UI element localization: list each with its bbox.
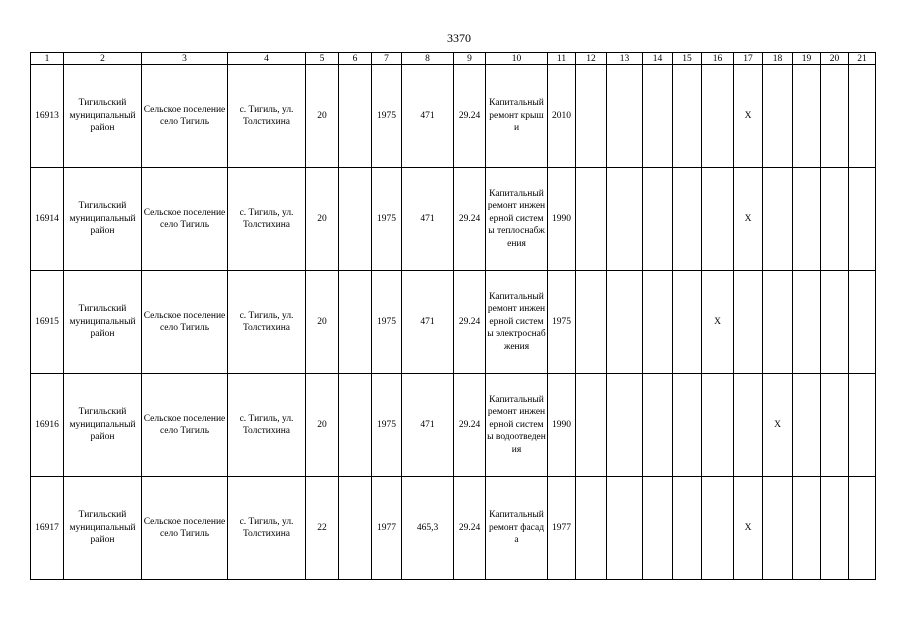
header-cell: 1 bbox=[31, 53, 64, 65]
record-id: 16916 bbox=[35, 419, 59, 430]
col17-cell bbox=[734, 271, 763, 374]
col7-cell: 1975 bbox=[372, 65, 402, 168]
record-id-cell bbox=[31, 168, 64, 271]
header-cell: 12 bbox=[576, 53, 607, 65]
address: с. Тигиль, ул. Толстихина bbox=[239, 310, 294, 333]
header-cell: 17 bbox=[734, 53, 763, 65]
col15-cell bbox=[673, 271, 702, 374]
page-number: 3370 bbox=[447, 31, 471, 45]
col18-cell bbox=[763, 271, 793, 374]
header-cell: 21 bbox=[849, 53, 876, 65]
col7-cell: 1975 bbox=[372, 168, 402, 271]
col9-cell: 29.24 bbox=[454, 271, 486, 374]
col12-cell bbox=[576, 168, 607, 271]
col5-cell: 22 bbox=[306, 477, 339, 580]
col16-cell bbox=[702, 65, 734, 168]
col7-cell: 1975 bbox=[372, 271, 402, 374]
col8-cell: 471 bbox=[402, 271, 454, 374]
col13-cell bbox=[607, 374, 643, 477]
col20-cell bbox=[821, 168, 849, 271]
col21-cell bbox=[849, 168, 876, 271]
work-type: Капитальный ремонт инженерной системы электроснабжения bbox=[487, 291, 546, 352]
settlement: Сельское поселение село Тигиль bbox=[143, 516, 226, 539]
header-cell: 18 bbox=[763, 53, 793, 65]
col21-cell bbox=[849, 374, 876, 477]
record-id-cell bbox=[31, 477, 64, 580]
col21-cell bbox=[849, 65, 876, 168]
district: Тигильский муниципальный район bbox=[69, 304, 136, 340]
settlement: Сельское поселение село Тигиль bbox=[143, 104, 226, 127]
col8-cell: 471 bbox=[402, 374, 454, 477]
record-id-cell bbox=[31, 374, 64, 477]
col5-cell: 20 bbox=[306, 65, 339, 168]
col6-cell bbox=[339, 374, 372, 477]
table-row bbox=[31, 374, 876, 477]
address-cell bbox=[228, 477, 306, 580]
col17-cell: X bbox=[734, 168, 763, 271]
col20-cell bbox=[821, 65, 849, 168]
col7-cell: 1977 bbox=[372, 477, 402, 580]
col6-cell bbox=[339, 477, 372, 580]
header-cell: 10 bbox=[486, 53, 548, 65]
record-id: 16914 bbox=[35, 213, 59, 224]
table-row bbox=[31, 65, 876, 168]
district-cell bbox=[64, 271, 142, 374]
col5-cell: 20 bbox=[306, 168, 339, 271]
record-id: 16917 bbox=[35, 522, 59, 533]
table-row bbox=[31, 271, 876, 374]
col5-cell: 20 bbox=[306, 271, 339, 374]
col14-cell bbox=[643, 477, 673, 580]
col19-cell bbox=[793, 477, 821, 580]
col12-cell bbox=[576, 477, 607, 580]
header-cell: 2 bbox=[64, 53, 142, 65]
district: Тигильский муниципальный район bbox=[69, 510, 136, 546]
record-id-cell bbox=[31, 65, 64, 168]
work-type: Капитальный ремонт инженерной системы теплоснабжения bbox=[487, 188, 546, 249]
record-id-cell bbox=[31, 271, 64, 374]
col6-cell bbox=[339, 271, 372, 374]
col16-cell bbox=[702, 374, 734, 477]
header-cell: 14 bbox=[643, 53, 673, 65]
col15-cell bbox=[673, 168, 702, 271]
col19-cell bbox=[793, 168, 821, 271]
work-type-cell bbox=[486, 168, 548, 271]
address: с. Тигиль, ул. Толстихина bbox=[239, 104, 294, 127]
col14-cell bbox=[643, 374, 673, 477]
address: с. Тигиль, ул. Толстихина bbox=[239, 516, 294, 539]
col12-cell bbox=[576, 271, 607, 374]
col7-cell: 1975 bbox=[372, 374, 402, 477]
col13-cell bbox=[607, 168, 643, 271]
col13-cell bbox=[607, 65, 643, 168]
col20-cell bbox=[821, 374, 849, 477]
col11-cell: 1975 bbox=[548, 271, 576, 374]
col19-cell bbox=[793, 374, 821, 477]
district: Тигильский муниципальный район bbox=[69, 407, 136, 443]
col11-cell: 1990 bbox=[548, 168, 576, 271]
header-cell: 5 bbox=[306, 53, 339, 65]
address: с. Тигиль, ул. Толстихина bbox=[239, 207, 294, 230]
col8-cell: 465,3 bbox=[402, 477, 454, 580]
district-cell bbox=[64, 374, 142, 477]
district: Тигильский муниципальный район bbox=[69, 98, 136, 134]
col11-cell: 1990 bbox=[548, 374, 576, 477]
header-cell: 16 bbox=[702, 53, 734, 65]
col12-cell bbox=[576, 374, 607, 477]
header-cell: 7 bbox=[372, 53, 402, 65]
work-type: Капитальный ремонт крыши bbox=[489, 98, 544, 134]
col16-cell: X bbox=[702, 271, 734, 374]
district-cell bbox=[64, 65, 142, 168]
address-cell bbox=[228, 271, 306, 374]
col20-cell bbox=[821, 477, 849, 580]
settlement-cell bbox=[142, 65, 228, 168]
col9-cell: 29.24 bbox=[454, 65, 486, 168]
col19-cell bbox=[793, 271, 821, 374]
address-cell bbox=[228, 168, 306, 271]
col13-cell bbox=[607, 271, 643, 374]
col8-cell: 471 bbox=[402, 168, 454, 271]
work-type-cell bbox=[486, 374, 548, 477]
col19-cell bbox=[793, 65, 821, 168]
work-type: Капитальный ремонт фасада bbox=[488, 510, 545, 546]
col18-cell bbox=[763, 477, 793, 580]
header-cell: 3 bbox=[142, 53, 228, 65]
col16-cell bbox=[702, 477, 734, 580]
col5-cell: 20 bbox=[306, 374, 339, 477]
work-type-cell bbox=[486, 271, 548, 374]
settlement-cell bbox=[142, 271, 228, 374]
header-row bbox=[31, 53, 876, 65]
col13-cell bbox=[607, 477, 643, 580]
col18-cell: X bbox=[763, 374, 793, 477]
settlement-cell bbox=[142, 168, 228, 271]
col17-cell: X bbox=[734, 65, 763, 168]
district-cell bbox=[64, 168, 142, 271]
settlement: Сельское поселение село Тигиль bbox=[143, 207, 226, 230]
col6-cell bbox=[339, 65, 372, 168]
work-type-cell bbox=[486, 477, 548, 580]
settlement-cell bbox=[142, 477, 228, 580]
col11-cell: 2010 bbox=[548, 65, 576, 168]
header-cell: 6 bbox=[339, 53, 372, 65]
col9-cell: 29.24 bbox=[454, 168, 486, 271]
col14-cell bbox=[643, 168, 673, 271]
col20-cell bbox=[821, 271, 849, 374]
col8-cell: 471 bbox=[402, 65, 454, 168]
table-row bbox=[31, 168, 876, 271]
col9-cell: 29.24 bbox=[454, 374, 486, 477]
col6-cell bbox=[339, 168, 372, 271]
district-cell bbox=[64, 477, 142, 580]
data-table bbox=[30, 52, 876, 580]
col14-cell bbox=[643, 65, 673, 168]
col21-cell bbox=[849, 271, 876, 374]
col18-cell bbox=[763, 168, 793, 271]
col17-cell bbox=[734, 374, 763, 477]
header-cell: 8 bbox=[402, 53, 454, 65]
col18-cell bbox=[763, 65, 793, 168]
col21-cell bbox=[849, 477, 876, 580]
header-cell: 13 bbox=[607, 53, 643, 65]
header-cell: 11 bbox=[548, 53, 576, 65]
col14-cell bbox=[643, 271, 673, 374]
settlement: Сельское поселение село Тигиль bbox=[143, 310, 226, 333]
table-row bbox=[31, 477, 876, 580]
header-cell: 19 bbox=[793, 53, 821, 65]
col11-cell: 1977 bbox=[548, 477, 576, 580]
col12-cell bbox=[576, 65, 607, 168]
header-cell: 20 bbox=[821, 53, 849, 65]
col17-cell: X bbox=[734, 477, 763, 580]
address-cell bbox=[228, 65, 306, 168]
record-id: 16913 bbox=[35, 110, 59, 121]
record-id: 16915 bbox=[35, 316, 59, 327]
address: с. Тигиль, ул. Толстихина bbox=[239, 413, 294, 436]
col15-cell bbox=[673, 65, 702, 168]
settlement-cell bbox=[142, 374, 228, 477]
work-type: Капитальный ремонт инженерной системы водоотведения bbox=[487, 394, 546, 455]
district: Тигильский муниципальный район bbox=[69, 201, 136, 237]
header-cell: 4 bbox=[228, 53, 306, 65]
header-cell: 9 bbox=[454, 53, 486, 65]
work-type-cell bbox=[486, 65, 548, 168]
col15-cell bbox=[673, 477, 702, 580]
col16-cell bbox=[702, 168, 734, 271]
col9-cell: 29.24 bbox=[454, 477, 486, 580]
col15-cell bbox=[673, 374, 702, 477]
header-cell: 15 bbox=[673, 53, 702, 65]
address-cell bbox=[228, 374, 306, 477]
settlement: Сельское поселение село Тигиль bbox=[143, 413, 226, 436]
